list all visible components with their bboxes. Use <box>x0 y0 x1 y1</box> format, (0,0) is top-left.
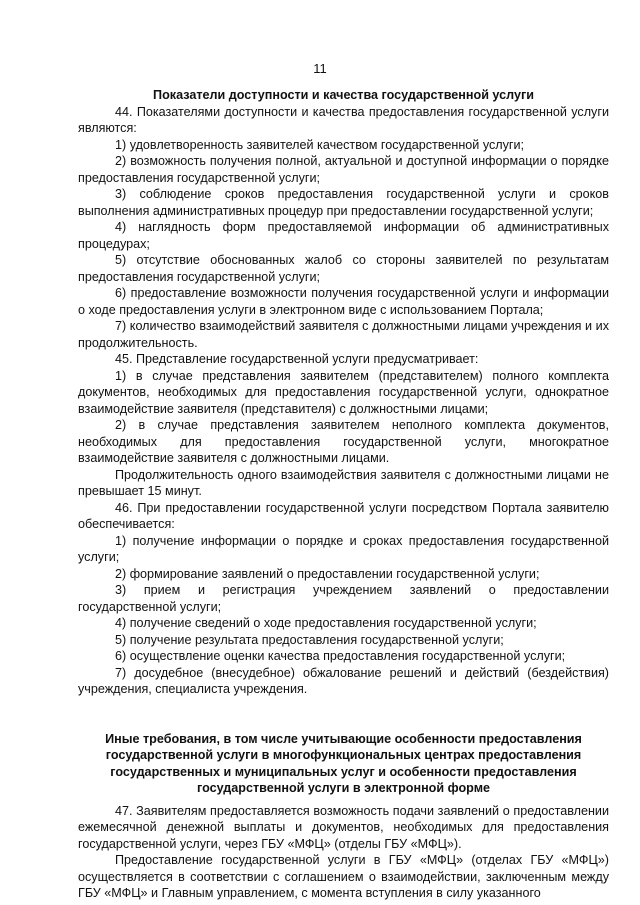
section-other-requirements-paragraphs <box>78 803 609 901</box>
paragraph: 2) в случае представления заявителем неполного комплекта документов, необходимых для предоставления государственной услуги, многократное взаимодействие заявителя с должностными лицами. <box>78 418 609 465</box>
paragraph: 44. Показателями доступности и качества предоставления государственной услуги являются: <box>78 104 609 135</box>
paragraph: 45. Представление государственной услуги предусматривает: <box>115 352 479 366</box>
paragraph: 1) удовлетворенность заявителей качеством государственной услуги; <box>115 137 525 152</box>
section-heading-other-requirements: Иные требования, в том числе учитывающие особенности предоставления государственной услуги в многофункциональных центрах предоставления государственных и муниципальных услуг и особенности предоставления государственной услуги в электронной форме <box>105 731 582 795</box>
paragraph: 1) в случае представления заявителем (представителем) полного комплекта документов, необходимых для предоставления государственной услуги, однократное взаимодействие заявителя (представителя) с должностными лицами; <box>78 368 609 416</box>
paragraph: Предоставление государственной услуги в ГБУ «МФЦ» (отделах ГБУ «МФЦ») осуществляется в соответствии с соглашением о взаимодействии, заключенным между ГБУ «МФЦ» и Главным управлением, с момента вступления в силу указанного <box>78 853 609 900</box>
paragraph: 6) осуществление оценки качества предоставления государственной услуги; <box>115 649 566 663</box>
paragraph: 7) досудебное (внесудебное) обжалование решений и действий (бездействия) учреждения, специалиста учреждения. <box>78 665 609 696</box>
paragraph: 3) соблюдение сроков предоставления государственной услуги и сроков выполнения административных процедур при предоставлении государственной услуги; <box>78 187 609 218</box>
paragraph: 1) получение информации о порядке и сроках предоставления государственной услуги; <box>78 533 609 564</box>
paragraph: 3) прием и регистрация учреждением заявлений о предоставлении государственной услуги; <box>78 583 609 614</box>
paragraph: 6) предоставление возможности получения государственной услуги и информации о ходе предоставления услуги в электронном виде с использованием Портала; <box>78 286 609 317</box>
document-body <box>78 87 609 900</box>
paragraph: 5) получение результата предоставления государственной услуги; <box>115 632 504 647</box>
paragraph: 7) количество взаимодействий заявителя с должностными лицами учреждения и их продолжительность. <box>78 319 609 350</box>
section-heading-accessibility: Показатели доступности и качества государственной услуги <box>153 88 534 102</box>
paragraph: 47. Заявителям предоставляется возможность подачи заявлений о предоставлении ежемесячной денежной выплаты и документов, необходимых для предоставления государственной услуги, через ГБУ «МФЦ» (отделы ГБУ «МФЦ»). <box>78 803 609 851</box>
paragraph: 4) получение сведений о ходе предоставления государственной услуги; <box>115 616 537 630</box>
paragraph: 4) наглядность форм предоставляемой информации об административных процедурах; <box>78 220 609 251</box>
page-number: 11 <box>313 61 327 76</box>
section-accessibility-paragraphs <box>78 104 609 698</box>
paragraph: 5) отсутствие обоснованных жалоб со стороны заявителей по результатам предоставления государственной услуги; <box>78 253 609 284</box>
paragraph: 2) возможность получения полной, актуальной и доступной информации о порядке предоставления государственной услуги; <box>78 154 609 185</box>
paragraph: Продолжительность одного взаимодействия заявителя с должностными лицами не превышает 15 минут. <box>78 467 609 498</box>
paragraph: 46. При предоставлении государственной услуги посредством Портала заявителю обеспечивается: <box>78 500 609 531</box>
paragraph: 2) формирование заявлений о предоставлении государственной услуги; <box>115 566 540 581</box>
